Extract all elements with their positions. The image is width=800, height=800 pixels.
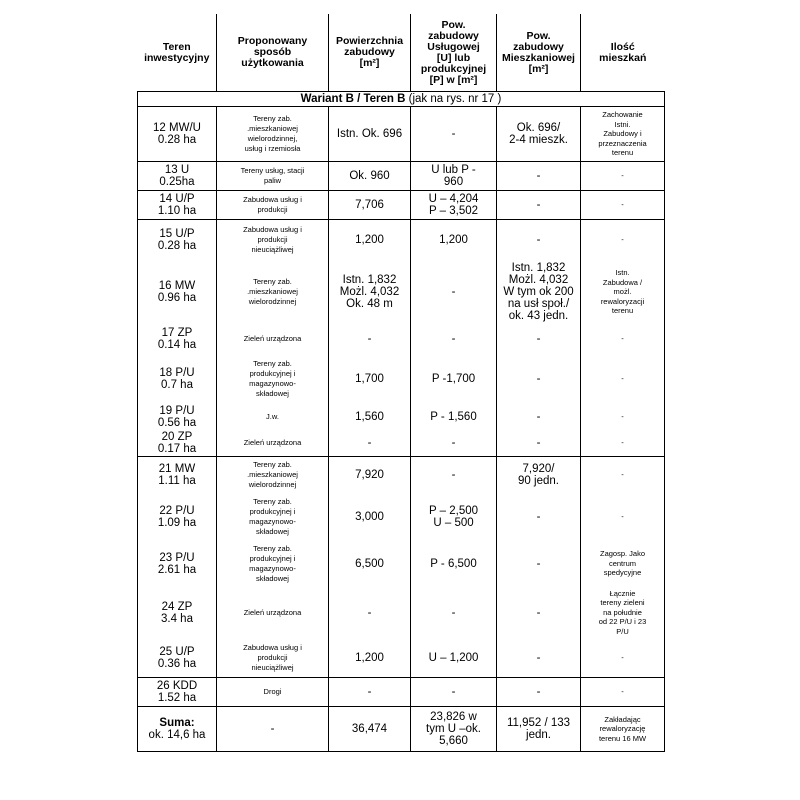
variant-bold: Wariant B / Teren B xyxy=(300,92,406,105)
document-table-container xyxy=(137,14,664,752)
sum-pow: 36,474 xyxy=(329,707,411,752)
table-row xyxy=(138,540,665,587)
table-row xyxy=(138,162,665,191)
cell-uslug: - xyxy=(411,457,497,494)
cell-ilosc: - xyxy=(581,353,665,404)
cell-teren: 16 MW 0.96 ha xyxy=(138,259,217,325)
header-powierzchnia: Powierzchnia zabudowy [m²] xyxy=(329,14,411,92)
cell-uslug: - xyxy=(411,107,497,162)
cell-ilosc: - xyxy=(581,325,665,353)
table-row xyxy=(138,107,665,162)
cell-mieszk: - xyxy=(497,162,581,191)
sum-ilosc: Zakładając rewaloryzację terenu 16 MW xyxy=(581,707,665,752)
cell-teren: 12 MW/U 0.28 ha xyxy=(138,107,217,162)
table-row xyxy=(138,493,665,540)
sum-area: ok. 14,6 ha xyxy=(148,729,206,741)
cell-pow: 7,920 xyxy=(329,457,411,494)
header-row xyxy=(138,14,665,92)
table-row xyxy=(138,259,665,325)
cell-teren: 14 U/P 1.10 ha xyxy=(138,191,217,220)
cell-teren: 15 U/P 0.28 ha xyxy=(138,220,217,260)
table-row xyxy=(138,587,665,638)
cell-teren: 21 MW 1.11 ha xyxy=(138,457,217,494)
header-sposob: Proponowany sposób użytkowania xyxy=(217,14,329,92)
cell-pow: 1,560 xyxy=(329,404,411,430)
cell-pow: 1,700 xyxy=(329,353,411,404)
table-row xyxy=(138,638,665,678)
cell-mieszk: - xyxy=(497,587,581,638)
cell-uslug: - xyxy=(411,678,497,707)
cell-uslug: P -1,700 xyxy=(411,353,497,404)
table-body xyxy=(138,107,665,707)
sum-label-cell xyxy=(138,707,217,752)
cell-pow: - xyxy=(329,678,411,707)
cell-teren: 25 U/P 0.36 ha xyxy=(138,638,217,678)
cell-uslug: P - 1,560 xyxy=(411,404,497,430)
cell-ilosc: - xyxy=(581,430,665,457)
header-teren: Teren inwestycyjny xyxy=(138,14,217,92)
cell-pow: 6,500 xyxy=(329,540,411,587)
cell-pow: 7,706 xyxy=(329,191,411,220)
cell-ilosc: - xyxy=(581,404,665,430)
cell-sposob: Tereny zab. produkcyjnej i magazynowo- składowej xyxy=(217,493,329,540)
cell-ilosc: Zagosp. Jako centrum spedycyjne xyxy=(581,540,665,587)
cell-pow: 3,000 xyxy=(329,493,411,540)
sum-sposob: - xyxy=(217,707,329,752)
table-row xyxy=(138,430,665,457)
header-uslugowa: Pow. zabudowy Usługowej [U] lub produkcyjnej [P] w [m²] xyxy=(411,14,497,92)
cell-mieszk: - xyxy=(497,220,581,260)
cell-uslug: - xyxy=(411,587,497,638)
cell-uslug: U – 4,204 P – 3,502 xyxy=(411,191,497,220)
cell-mieszk: - xyxy=(497,678,581,707)
cell-mieszk: Istn. 1,832 Możl. 4,032 W tym ok 200 na usł społ./ ok. 43 jedn. xyxy=(497,259,581,325)
cell-mieszk: - xyxy=(497,191,581,220)
cell-uslug: - xyxy=(411,325,497,353)
cell-mieszk: - xyxy=(497,430,581,457)
cell-sposob: Tereny zab. produkcyjnej i magazynowo- składowej xyxy=(217,353,329,404)
table-row xyxy=(138,325,665,353)
cell-pow: Istn. 1,832 Możl. 4,032 Ok. 48 m xyxy=(329,259,411,325)
cell-mieszk: - xyxy=(497,638,581,678)
cell-pow: - xyxy=(329,430,411,457)
cell-uslug: U – 1,200 xyxy=(411,638,497,678)
variant-title xyxy=(138,92,665,107)
cell-sposob: Drogi xyxy=(217,678,329,707)
sum-mieszk: 11,952 / 133 jedn. xyxy=(497,707,581,752)
header-ilosc: Ilość mieszkań xyxy=(581,14,665,92)
cell-pow: 1,200 xyxy=(329,638,411,678)
cell-mieszk: - xyxy=(497,493,581,540)
cell-pow: Istn. Ok. 696 xyxy=(329,107,411,162)
cell-sposob: J.w. xyxy=(217,404,329,430)
cell-mieszk: - xyxy=(497,404,581,430)
cell-teren: 19 P/U 0.56 ha xyxy=(138,404,217,430)
cell-sposob: Zabudowa usług i produkcji nieuciążliwej xyxy=(217,220,329,260)
cell-sposob: Zabudowa usług i produkcji nieuciążliwej xyxy=(217,638,329,678)
cell-sposob: Zieleń urządzona xyxy=(217,430,329,457)
cell-mieszk: - xyxy=(497,325,581,353)
cell-sposob: Zabudowa usług i produkcji xyxy=(217,191,329,220)
variant-rest: (jak na rys. nr 17 ) xyxy=(405,92,502,105)
table-row xyxy=(138,678,665,707)
table-row xyxy=(138,191,665,220)
cell-uslug: P - 6,500 xyxy=(411,540,497,587)
cell-pow: Ok. 960 xyxy=(329,162,411,191)
table-row xyxy=(138,353,665,404)
sum-row xyxy=(138,707,665,752)
cell-sposob: Tereny zab. .mieszkaniowej wielorodzinnej xyxy=(217,457,329,494)
sum-label: Suma: xyxy=(159,717,195,729)
cell-teren: 24 ZP 3.4 ha xyxy=(138,587,217,638)
cell-ilosc: - xyxy=(581,220,665,260)
cell-ilosc: - xyxy=(581,678,665,707)
cell-pow: - xyxy=(329,325,411,353)
cell-ilosc: Istn. Zabudowa / możl. rewaloryzacji terenu xyxy=(581,259,665,325)
cell-pow: - xyxy=(329,587,411,638)
cell-ilosc: - xyxy=(581,493,665,540)
cell-uslug: - xyxy=(411,430,497,457)
investment-areas-table xyxy=(137,14,665,752)
cell-mieszk: - xyxy=(497,540,581,587)
cell-teren: 13 U 0.25ha xyxy=(138,162,217,191)
cell-uslug: 1,200 xyxy=(411,220,497,260)
cell-teren: 20 ZP 0.17 ha xyxy=(138,430,217,457)
cell-uslug: - xyxy=(411,259,497,325)
cell-mieszk: 7,920/ 90 jedn. xyxy=(497,457,581,494)
cell-ilosc: - xyxy=(581,457,665,494)
cell-pow: 1,200 xyxy=(329,220,411,260)
cell-uslug: P – 2,500 U – 500 xyxy=(411,493,497,540)
table-row xyxy=(138,220,665,260)
variant-row xyxy=(138,92,665,107)
table-row xyxy=(138,404,665,430)
cell-uslug: U lub P - 960 xyxy=(411,162,497,191)
cell-sposob: Zieleń urządzona xyxy=(217,587,329,638)
cell-sposob: Zieleń urządzona xyxy=(217,325,329,353)
cell-teren: 26 KDD 1.52 ha xyxy=(138,678,217,707)
cell-ilosc: Zachowanie Istni. Zabudowy i przeznaczenia terenu xyxy=(581,107,665,162)
cell-teren: 23 P/U 2.61 ha xyxy=(138,540,217,587)
header-mieszkaniowa: Pow. zabudowy Mieszkaniowej [m²] xyxy=(497,14,581,92)
cell-teren: 17 ZP 0.14 ha xyxy=(138,325,217,353)
cell-ilosc: Łącznie tereny zieleni na południe od 22 P/U i 23 P/U xyxy=(581,587,665,638)
cell-sposob: Tereny zab. .mieszkaniowej wielorodzinnej xyxy=(217,259,329,325)
cell-teren: 18 P/U 0.7 ha xyxy=(138,353,217,404)
cell-teren: 22 P/U 1.09 ha xyxy=(138,493,217,540)
cell-ilosc: - xyxy=(581,638,665,678)
sum-uslug: 23,826 w tym U –ok. 5,660 xyxy=(411,707,497,752)
cell-sposob: Tereny zab. produkcyjnej i magazynowo- składowej xyxy=(217,540,329,587)
table-row xyxy=(138,457,665,494)
cell-sposob: Tereny zab. .mieszkaniowej wielorodzinnej, usług i rzemiosła xyxy=(217,107,329,162)
cell-ilosc: - xyxy=(581,162,665,191)
cell-ilosc: - xyxy=(581,191,665,220)
cell-mieszk: - xyxy=(497,353,581,404)
cell-sposob: Tereny usług, stacji paliw xyxy=(217,162,329,191)
cell-mieszk: Ok. 696/ 2-4 mieszk. xyxy=(497,107,581,162)
